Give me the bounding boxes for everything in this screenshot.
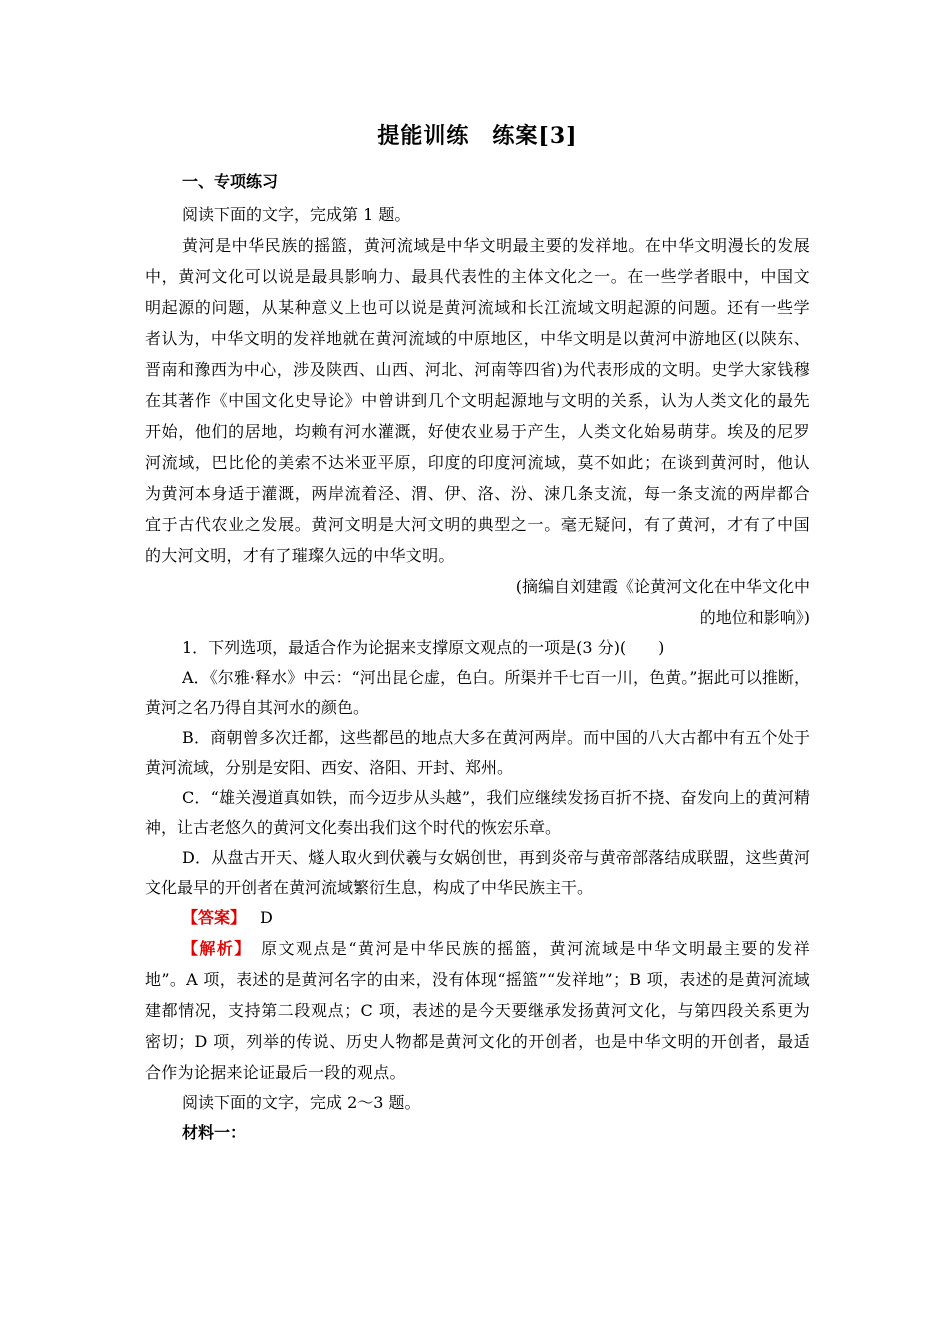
reading-instruction: 阅读下面的文字，完成第 1 题。 bbox=[182, 205, 411, 224]
answer-tag: 【答案】 bbox=[182, 908, 247, 927]
passage-source bbox=[145, 571, 810, 633]
option-c: C．“雄关漫道真如铁，而今迈步从头越”，我们应继续发扬百折不挠、奋发向上的黄河精神，让古老悠久的黄河文化奏出我们这个时代的恢宏乐章。 bbox=[145, 788, 810, 837]
source-line-2: 的地位和影响》) bbox=[699, 608, 810, 627]
document-page bbox=[145, 118, 810, 1148]
question-1: 1．下列选项，最适合作为论据来支撑原文观点的一项是(3 分)( ) bbox=[182, 638, 665, 657]
analysis-text: 原文观点是“黄河是中华民族的摇篮，黄河流域是中华文明最主要的发祥地”。A 项，表述的是黄河名字的由来，没有体现“摇篮”“发祥地”；B 项，表述的是黄河流域建都情况，支持第二段观点；C 项，表述的是今天要继承发扬黄河文化，与第四段关系更为密切；D 项，列举的传说、历史人物都是黄河文化的开创者，也是中华文明的开创者，最适合作为论据来论证最后一段的观点。 bbox=[145, 939, 811, 1082]
source-line-1: (摘编自刘建霞《论黄河文化在中华文化中 bbox=[515, 577, 810, 596]
option-b: B．商朝曾多次迁都，这些都邑的地点大多在黄河两岸。而中国的八大古都中有五个处于黄河流域，分别是安阳、西安、洛阳、开封、郑州。 bbox=[145, 728, 810, 777]
option-d: D．从盘古开天、燧人取火到伏羲与女娲创世，再到炎帝与黄帝部落结成联盟，这些黄河文化最早的开创者在黄河流域繁衍生息，构成了中华民族主干。 bbox=[145, 848, 810, 897]
analysis-paragraph bbox=[145, 933, 810, 1088]
material-heading: 材料一： bbox=[182, 1123, 247, 1142]
page-title: 提能训练 练案[3] bbox=[377, 123, 578, 149]
answer-line bbox=[145, 903, 810, 933]
answer-value: D bbox=[260, 908, 273, 927]
reading-instruction-2: 阅读下面的文字，完成 2～3 题。 bbox=[182, 1093, 421, 1112]
reading-passage: 黄河是中华民族的摇篮，黄河流域是中华文明最主要的发祥地。在中华文明漫长的发展中，黄河文化可以说是最具影响力、最具代表性的主体文化之一。在一些学者眼中，中国文明起源的问题，从某种意义上也可以说是黄河流域和长江流域文明起源的问题。还有一些学者认为，中华文明的发祥地就在黄河流域的中原地区，中华文明是以黄河中游地区(以陕东、晋南和豫西为中心，涉及陕西、山西、河北、河南等四省)为代表形成的文明。史学大家钱穆在其著作《中国文化史导论》中曾讲到几个文明起源地与文明的关系，认为人类文化的最先开始，他们的居地，均赖有河水灌溉，好使农业易于产生，人类文化始易萌芽。埃及的尼罗河流域，巴比伦的美索不达米亚平原，印度的印度河流域，莫不如此；在谈到黄河时，他认为黄河本身适于灌溉，两岸流着泾、渭、伊、洛、汾、涑几条支流，每一条支流的两岸都合宜于古代农业之发展。黄河文明是大河文明的典型之一。毫无疑问，有了黄河，才有了中国的大河文明，才有了璀璨久远的中华文明。 bbox=[145, 236, 810, 565]
analysis-tag: 【解析】 bbox=[182, 939, 244, 958]
option-a: A．《尔雅·释水》中云：“河出昆仑虚，色白。所渠并千七百一川，色黄。”据此可以推断，黄河之名乃得自其河水的颜色。 bbox=[145, 668, 810, 717]
section-heading: 一、专项练习 bbox=[182, 172, 279, 191]
